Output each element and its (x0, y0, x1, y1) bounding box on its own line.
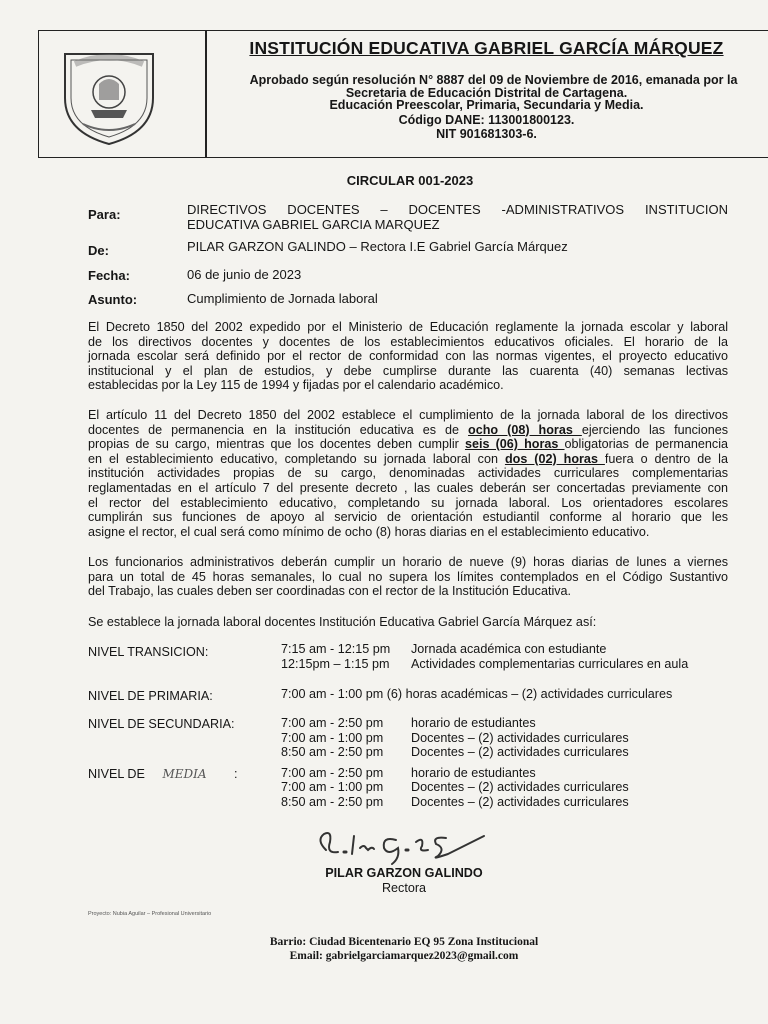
footer-email: Email: gabrielgarciamarquez2023@gmail.com (289, 950, 519, 962)
footer-address: Barrio: Ciudad Bicentenario EQ 95 Zona Institucional (269, 936, 539, 948)
nit-number: NIT 901681303-6. (436, 127, 537, 141)
schedule-time: 12:15pm – 1:15 pm (281, 657, 390, 671)
paragraph-line: cumplirán sus funciones de apoyo al servicio de orientación estudiantil conforme al horario que les (88, 510, 728, 525)
projected-by-note: Proyecto: Nubia Aguilar – Profesional Universitario (88, 911, 212, 917)
text-run: fuera o dentro de la (604, 451, 728, 466)
schedule-time: 8:50 am - 2:50 pm (281, 745, 384, 759)
ocho-horas-emphasis: ocho (08) horas (468, 422, 582, 437)
paragraph-line: institución actividades propias de su cargo, denominadas actividades curriculares complementarias (88, 466, 728, 481)
text-run: propias de su cargo, mientras que los docentes deben cumplir (88, 437, 465, 452)
text-run: docentes de permanencia en la institución educativa es de (88, 422, 469, 437)
asunto-value: Cumplimiento de Jornada laboral (187, 291, 378, 306)
paragraph-jornada-intro: Se establece la jornada laboral docentes Institución Educativa Gabriel García Márquez así: (88, 615, 597, 629)
schedule-desc: Docentes – (2) actividades curriculares (411, 780, 629, 794)
asunto-label: Asunto: (88, 292, 138, 307)
text-run: obligatorias de permanencia (564, 437, 728, 452)
media-colon: : (234, 767, 238, 781)
schedule-time: 7:00 am - 1:00 pm (281, 731, 384, 745)
seis-horas-emphasis: seis (06) horas (464, 437, 565, 452)
de-value: PILAR GARZON GALINDO – Rectora I.E Gabriel García Márquez (187, 239, 568, 254)
circular-title: CIRCULAR 001-2023 (346, 173, 474, 188)
secretaria-line: Secretaria de Educación Distrital de Cartagena. (345, 86, 628, 100)
paragraph-line: para un total de 45 horas semanales, lo cual no supera los límites contemplados en el Código Sustantivo (88, 569, 728, 584)
schedule-desc: horario de estudiantes (411, 716, 536, 730)
institution-title: INSTITUCIÓN EDUCATIVA GABRIEL GARCÍA MÁRQUEZ (249, 38, 724, 58)
signer-role: Rectora (381, 881, 427, 895)
schedule-desc: Docentes – (2) actividades curriculares (411, 745, 629, 759)
schedule-desc: Actividades complementarias curriculares en aula (411, 657, 689, 671)
handwritten-signature (308, 822, 498, 872)
signer-name: PILAR GARZON GALINDO (325, 866, 483, 880)
para-label: Para: (88, 207, 121, 222)
schedule-time: 7:00 am - 1:00 pm (281, 780, 384, 794)
paragraph-line (88, 423, 728, 438)
nivel-de-text: NIVEL DE (88, 767, 145, 781)
dane-code: Código DANE: 113001800123. (398, 113, 575, 127)
text-run: en el establecimiento educativo, completando su jornada laboral con (88, 451, 505, 466)
education-levels-line: Educación Preescolar, Primaria, Secundaria y Media. (329, 98, 644, 112)
paragraph-line: institucional y el plan de estudios, y debe cumplirse durante las cuarenta (40) semanas lectivas (88, 363, 728, 378)
paragraph-line (88, 437, 728, 452)
schedule-time: 7:00 am - 2:50 pm (281, 766, 384, 780)
nivel-transicion-label: NIVEL TRANSICION: (88, 645, 209, 659)
dos-horas-emphasis: dos (02) horas (504, 451, 605, 466)
paragraph-line: del Trabajo, las cuales deben ser coordinadas con el rector de la Institución Educativa. (88, 584, 572, 599)
media-handwritten: MEDIA (162, 767, 207, 781)
fecha-label: Fecha: (88, 268, 130, 283)
paragraph-decreto (88, 320, 728, 393)
nivel-media-label (88, 767, 238, 781)
paragraph-line: jornada escolar será definido por el rector de conformidad con las normas vigentes, el proyecto educativo (88, 349, 728, 364)
schedule-time: 7:15 am - 12:15 pm (281, 642, 391, 656)
paragraph-articulo-11 (88, 408, 728, 539)
paragraph-line (88, 452, 728, 467)
schedule-primaria-line: 7:00 am - 1:00 pm (6) horas académicas – (2) actividades curriculares (281, 687, 673, 701)
para-value-line1: DIRECTIVOS DOCENTES – DOCENTES -ADMINISTRATIVOS INSTITUCION (187, 202, 728, 217)
paragraph-line: establecidas por la Ley 115 de 1994 y fijadas por el calendario académico. (88, 378, 504, 393)
school-crest-logo (55, 40, 163, 148)
nivel-secundaria-label: NIVEL DE SECUNDARIA: (88, 717, 235, 731)
paragraph-administrativos (88, 555, 728, 599)
schedule-desc: Jornada académica con estudiante (411, 642, 607, 656)
schedule-desc: horario de estudiantes (411, 766, 536, 780)
paragraph-line: El Decreto 1850 del 2002 expedido por el Ministerio de Educación reglamente la jornada escolar y laboral (88, 320, 728, 334)
paragraph-line: reglamentadas en el artículo 7 del presente decreto , las cuales deberán ser concertadas previamente con (88, 480, 728, 495)
schedule-time: 7:00 am - 2:50 pm (281, 716, 384, 730)
schedule-time: 8:50 am - 2:50 pm (281, 795, 384, 809)
nivel-primaria-label: NIVEL DE PRIMARIA: (88, 689, 213, 703)
paragraph-line: el rector del establecimiento educativo, completando su jornada laboral. Los orientadores escolares (88, 495, 728, 510)
paragraph-line: asigne el rector, el cual será como mínimo de ocho (8) horas diarias en el establecimiento educativo. (88, 524, 650, 539)
paragraph-line: de los directivos docentes y docentes de los establecimientos educativos oficiales. El horario de la (88, 334, 728, 349)
para-value-line2: EDUCATIVA GABRIEL GARCIA MARQUEZ (187, 217, 440, 232)
fecha-value: 06 de junio de 2023 (187, 267, 302, 282)
resolution-line: Aprobado según resolución N° 8887 del 09 de Noviembre de 2016, emanada por la (249, 73, 738, 87)
schedule-desc: Docentes – (2) actividades curriculares (411, 795, 629, 809)
paragraph-line: Los funcionarios administrativos deberán cumplir un horario de nueve (9) horas diarias de lunes a viernes (88, 555, 728, 569)
paragraph-line: El artículo 11 del Decreto 1850 del 2002 establece el cumplimiento de la jornada laboral de los directivos (88, 408, 728, 422)
de-label: De: (88, 243, 109, 258)
text-run: ejerciendo las funciones (581, 422, 728, 437)
schedule-desc: Docentes – (2) actividades curriculares (411, 731, 629, 745)
